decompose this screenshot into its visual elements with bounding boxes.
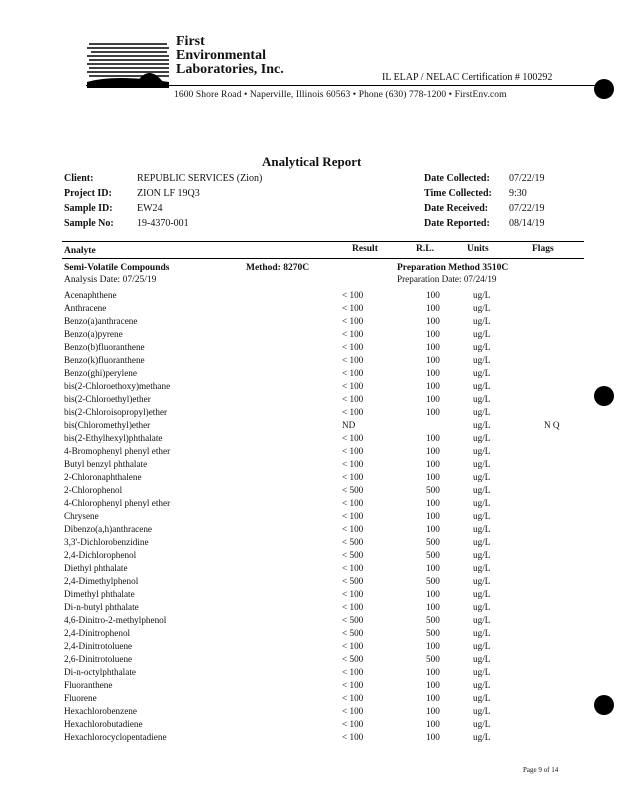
table-row <box>64 628 584 641</box>
time-collected-label: Time Collected: <box>424 188 492 199</box>
cell-result: < 100 <box>342 329 364 339</box>
table-row <box>64 537 584 550</box>
table-row <box>64 693 584 706</box>
cell-units: ug/L <box>473 485 491 495</box>
cell-rl: 500 <box>426 654 440 664</box>
table-header-rule <box>62 258 584 259</box>
table-row <box>64 680 584 693</box>
cell-analyte: bis(2-Ethylhexyl)phthalate <box>64 433 163 443</box>
table-row <box>64 433 584 446</box>
cell-units: ug/L <box>473 303 491 313</box>
cell-units: ug/L <box>473 576 491 586</box>
company-address: 1600 Shore Road • Naperville, Illinois 60563 • Phone (630) 778-1200 • FirstEnv.com <box>174 90 507 100</box>
table-row <box>64 511 584 524</box>
cell-result: < 500 <box>342 576 364 586</box>
cell-units: ug/L <box>473 563 491 573</box>
section-title: Semi-Volatile Compounds <box>64 263 170 273</box>
cell-units: ug/L <box>473 407 491 417</box>
cell-result: < 100 <box>342 381 364 391</box>
cell-analyte: 4-Chlorophenyl phenyl ether <box>64 498 171 508</box>
cell-result: < 100 <box>342 641 364 651</box>
cell-units: ug/L <box>473 342 491 352</box>
sample-no-label: Sample No: <box>64 218 114 229</box>
cell-units: ug/L <box>473 602 491 612</box>
cell-analyte: Hexachlorocyclopentadiene <box>64 732 167 742</box>
table-top-rule <box>62 241 584 242</box>
cell-rl: 100 <box>426 498 440 508</box>
table-row <box>64 394 584 407</box>
cell-analyte: Hexachlorobenzene <box>64 706 137 716</box>
cell-rl: 500 <box>426 485 440 495</box>
cell-units: ug/L <box>473 628 491 638</box>
cell-units: ug/L <box>473 641 491 651</box>
table-row <box>64 355 584 368</box>
cell-analyte: 2-Chlorophenol <box>64 485 123 495</box>
cell-units: ug/L <box>473 732 491 742</box>
cell-analyte: 2,4-Dinitrophenol <box>64 628 131 638</box>
table-row <box>64 576 584 589</box>
col-header-result: Result <box>352 244 378 254</box>
table-row <box>64 589 584 602</box>
cell-result: < 100 <box>342 394 364 404</box>
sample-id-label: Sample ID: <box>64 203 113 214</box>
date-reported-label: Date Reported: <box>424 218 490 229</box>
cell-rl: 100 <box>426 680 440 690</box>
cell-units: ug/L <box>473 706 491 716</box>
cell-analyte: Chrysene <box>64 511 99 521</box>
cell-rl: 100 <box>426 368 440 378</box>
cell-result: < 500 <box>342 628 364 638</box>
cell-analyte: Benzo(b)fluoranthene <box>64 342 145 352</box>
table-row <box>64 303 584 316</box>
cell-analyte: Fluorene <box>64 693 97 703</box>
cell-units: ug/L <box>473 537 491 547</box>
cell-analyte: 3,3'-Dichlorobenzidine <box>64 537 149 547</box>
cell-analyte: Acenaphthene <box>64 290 117 300</box>
cell-result: < 100 <box>342 667 364 677</box>
cell-analyte: Butyl benzyl phthalate <box>64 459 148 469</box>
cell-rl: 100 <box>426 290 440 300</box>
prep-method-label: Preparation Method 3510C <box>397 263 509 273</box>
table-row <box>64 290 584 303</box>
cell-rl: 500 <box>426 615 440 625</box>
cell-rl: 100 <box>426 563 440 573</box>
punch-hole <box>594 79 614 99</box>
table-row <box>64 524 584 537</box>
cell-result: ND <box>342 420 356 430</box>
table-row <box>64 498 584 511</box>
date-collected-value: 07/22/19 <box>509 173 545 184</box>
cell-analyte: bis(2-Chloroisopropyl)ether <box>64 407 168 417</box>
table-row <box>64 615 584 628</box>
cell-units: ug/L <box>473 615 491 625</box>
cell-rl: 500 <box>426 550 440 560</box>
table-row <box>64 719 584 732</box>
company-logo <box>87 38 171 96</box>
punch-hole <box>594 695 614 715</box>
cell-result: < 100 <box>342 719 364 729</box>
cell-units: ug/L <box>473 433 491 443</box>
cell-analyte: 4,6-Dinitro-2-methylphenol <box>64 615 167 625</box>
cell-units: ug/L <box>473 667 491 677</box>
table-row <box>64 329 584 342</box>
cell-result: < 100 <box>342 433 364 443</box>
cell-units: ug/L <box>473 394 491 404</box>
cell-units: ug/L <box>473 693 491 703</box>
cell-units: ug/L <box>473 446 491 456</box>
cell-analyte: 4-Bromophenyl phenyl ether <box>64 446 171 456</box>
cell-analyte: Diethyl phthalate <box>64 563 128 573</box>
cell-result: < 100 <box>342 706 364 716</box>
client-value: REPUBLIC SERVICES (Zion) <box>137 173 263 184</box>
cell-result: < 100 <box>342 446 364 456</box>
sample-no-value: 19-4370-001 <box>137 218 189 229</box>
cell-units: ug/L <box>473 420 491 430</box>
cell-rl: 100 <box>426 381 440 391</box>
col-header-flags: Flags <box>532 244 554 254</box>
table-row <box>64 732 584 745</box>
cell-rl: 100 <box>426 719 440 729</box>
table-row <box>64 316 584 329</box>
cell-rl: 100 <box>426 446 440 456</box>
date-collected-label: Date Collected: <box>424 173 490 184</box>
table-row <box>64 368 584 381</box>
table-row <box>64 420 584 433</box>
cell-analyte: Di-n-octylphthalate <box>64 667 136 677</box>
cell-analyte: bis(Chloromethyl)ether <box>64 420 151 430</box>
cell-rl: 100 <box>426 407 440 417</box>
cell-analyte: Hexachlorobutadiene <box>64 719 143 729</box>
date-reported-value: 08/14/19 <box>509 218 545 229</box>
report-title: Analytical Report <box>262 154 362 169</box>
cell-result: < 100 <box>342 368 364 378</box>
cell-analyte: Benzo(k)fluoranthene <box>64 355 145 365</box>
cell-analyte: Benzo(ghi)perylene <box>64 368 137 378</box>
cell-result: < 500 <box>342 654 364 664</box>
cell-analyte: Dimethyl phthalate <box>64 589 135 599</box>
cell-result: < 100 <box>342 524 364 534</box>
cell-analyte: Benzo(a)anthracene <box>64 316 138 326</box>
cell-rl: 500 <box>426 537 440 547</box>
cell-result: < 500 <box>342 485 364 495</box>
cell-result: < 100 <box>342 511 364 521</box>
col-header-analyte: Analyte <box>64 246 96 256</box>
cell-analyte: 2,4-Dinitrotoluene <box>64 641 133 651</box>
cell-rl: 100 <box>426 342 440 352</box>
cell-units: ug/L <box>473 524 491 534</box>
table-row <box>64 342 584 355</box>
cell-rl: 100 <box>426 667 440 677</box>
cell-analyte: 2,4-Dimethylphenol <box>64 576 139 586</box>
cell-analyte: 2,6-Dinitrotoluene <box>64 654 133 664</box>
cell-result: < 100 <box>342 342 364 352</box>
cell-rl: 100 <box>426 316 440 326</box>
cell-analyte: 2,4-Dichlorophenol <box>64 550 137 560</box>
cell-result: < 100 <box>342 459 364 469</box>
cell-rl: 100 <box>426 732 440 742</box>
cell-rl: 100 <box>426 511 440 521</box>
cell-result: < 100 <box>342 316 364 326</box>
punch-hole <box>594 386 614 406</box>
project-id-label: Project ID: <box>64 188 112 199</box>
cell-rl: 500 <box>426 628 440 638</box>
cell-rl: 500 <box>426 576 440 586</box>
cell-rl: 100 <box>426 329 440 339</box>
cell-result: < 100 <box>342 589 364 599</box>
header-divider <box>86 85 596 86</box>
table-row <box>64 563 584 576</box>
page-number: Page 9 of 14 <box>523 766 559 774</box>
cell-units: ug/L <box>473 290 491 300</box>
cell-analyte: Benzo(a)pyrene <box>64 329 123 339</box>
table-row <box>64 641 584 654</box>
cell-rl: 100 <box>426 706 440 716</box>
cell-units: ug/L <box>473 589 491 599</box>
table-row <box>64 381 584 394</box>
cell-rl: 100 <box>426 355 440 365</box>
cell-analyte: Dibenzo(a,h)anthracene <box>64 524 152 534</box>
cell-result: < 100 <box>342 472 364 482</box>
cell-analyte: Anthracene <box>64 303 107 313</box>
cell-rl: 100 <box>426 602 440 612</box>
method-label: Method: 8270C <box>246 263 310 273</box>
cell-analyte: 2-Chloronaphthalene <box>64 472 142 482</box>
time-collected-value: 9:30 <box>509 188 527 199</box>
cell-units: ug/L <box>473 368 491 378</box>
col-header-units: Units <box>467 244 489 254</box>
date-received-label: Date Received: <box>424 203 489 214</box>
col-header-rl: R.L. <box>416 244 434 254</box>
cell-analyte: Di-n-butyl phthalate <box>64 602 139 612</box>
cell-rl: 100 <box>426 693 440 703</box>
cell-rl: 100 <box>426 459 440 469</box>
table-row <box>64 706 584 719</box>
cell-result: < 100 <box>342 602 364 612</box>
cell-units: ug/L <box>473 459 491 469</box>
cell-units: ug/L <box>473 329 491 339</box>
cell-rl: 100 <box>426 394 440 404</box>
cell-rl: 100 <box>426 303 440 313</box>
cell-result: < 100 <box>342 563 364 573</box>
table-row <box>64 407 584 420</box>
analysis-date: Analysis Date: 07/25/19 <box>64 275 157 285</box>
sample-id-value: EW24 <box>137 203 163 214</box>
cell-result: < 500 <box>342 550 364 560</box>
company-name: First Environmental Laboratories, Inc. <box>176 34 284 77</box>
cell-result: < 100 <box>342 290 364 300</box>
cell-result: < 100 <box>342 303 364 313</box>
cell-units: ug/L <box>473 498 491 508</box>
cell-units: ug/L <box>473 355 491 365</box>
cell-result: < 100 <box>342 355 364 365</box>
date-received-value: 07/22/19 <box>509 203 545 214</box>
cell-units: ug/L <box>473 472 491 482</box>
table-row <box>64 654 584 667</box>
table-row <box>64 602 584 615</box>
cell-result: < 100 <box>342 407 364 417</box>
cell-units: ug/L <box>473 381 491 391</box>
table-row <box>64 446 584 459</box>
table-row <box>64 472 584 485</box>
table-row <box>64 459 584 472</box>
table-row <box>64 667 584 680</box>
cell-rl: 100 <box>426 472 440 482</box>
cell-analyte: bis(2-Chloroethoxy)methane <box>64 381 171 391</box>
cell-units: ug/L <box>473 316 491 326</box>
cell-rl: 100 <box>426 589 440 599</box>
cell-units: ug/L <box>473 680 491 690</box>
table-row <box>64 485 584 498</box>
cell-rl: 100 <box>426 641 440 651</box>
cell-rl: 100 <box>426 524 440 534</box>
client-label: Client: <box>64 173 94 184</box>
prep-date: Preparation Date: 07/24/19 <box>397 274 497 284</box>
project-id-value: ZION LF 19Q3 <box>137 188 200 199</box>
table-row <box>64 550 584 563</box>
cell-flags: N Q <box>544 420 560 430</box>
cell-units: ug/L <box>473 550 491 560</box>
cell-analyte: Fluoranthene <box>64 680 113 690</box>
cell-units: ug/L <box>473 511 491 521</box>
cell-result: < 500 <box>342 615 364 625</box>
cell-units: ug/L <box>473 654 491 664</box>
cell-result: < 100 <box>342 732 364 742</box>
cell-result: < 100 <box>342 693 364 703</box>
cell-result: < 100 <box>342 680 364 690</box>
certification-number: IL ELAP / NELAC Certification # 100292 <box>382 72 553 83</box>
cell-rl: 100 <box>426 433 440 443</box>
cell-result: < 100 <box>342 498 364 508</box>
cell-result: < 500 <box>342 537 364 547</box>
cell-analyte: bis(2-Chloroethyl)ether <box>64 394 151 404</box>
cell-units: ug/L <box>473 719 491 729</box>
